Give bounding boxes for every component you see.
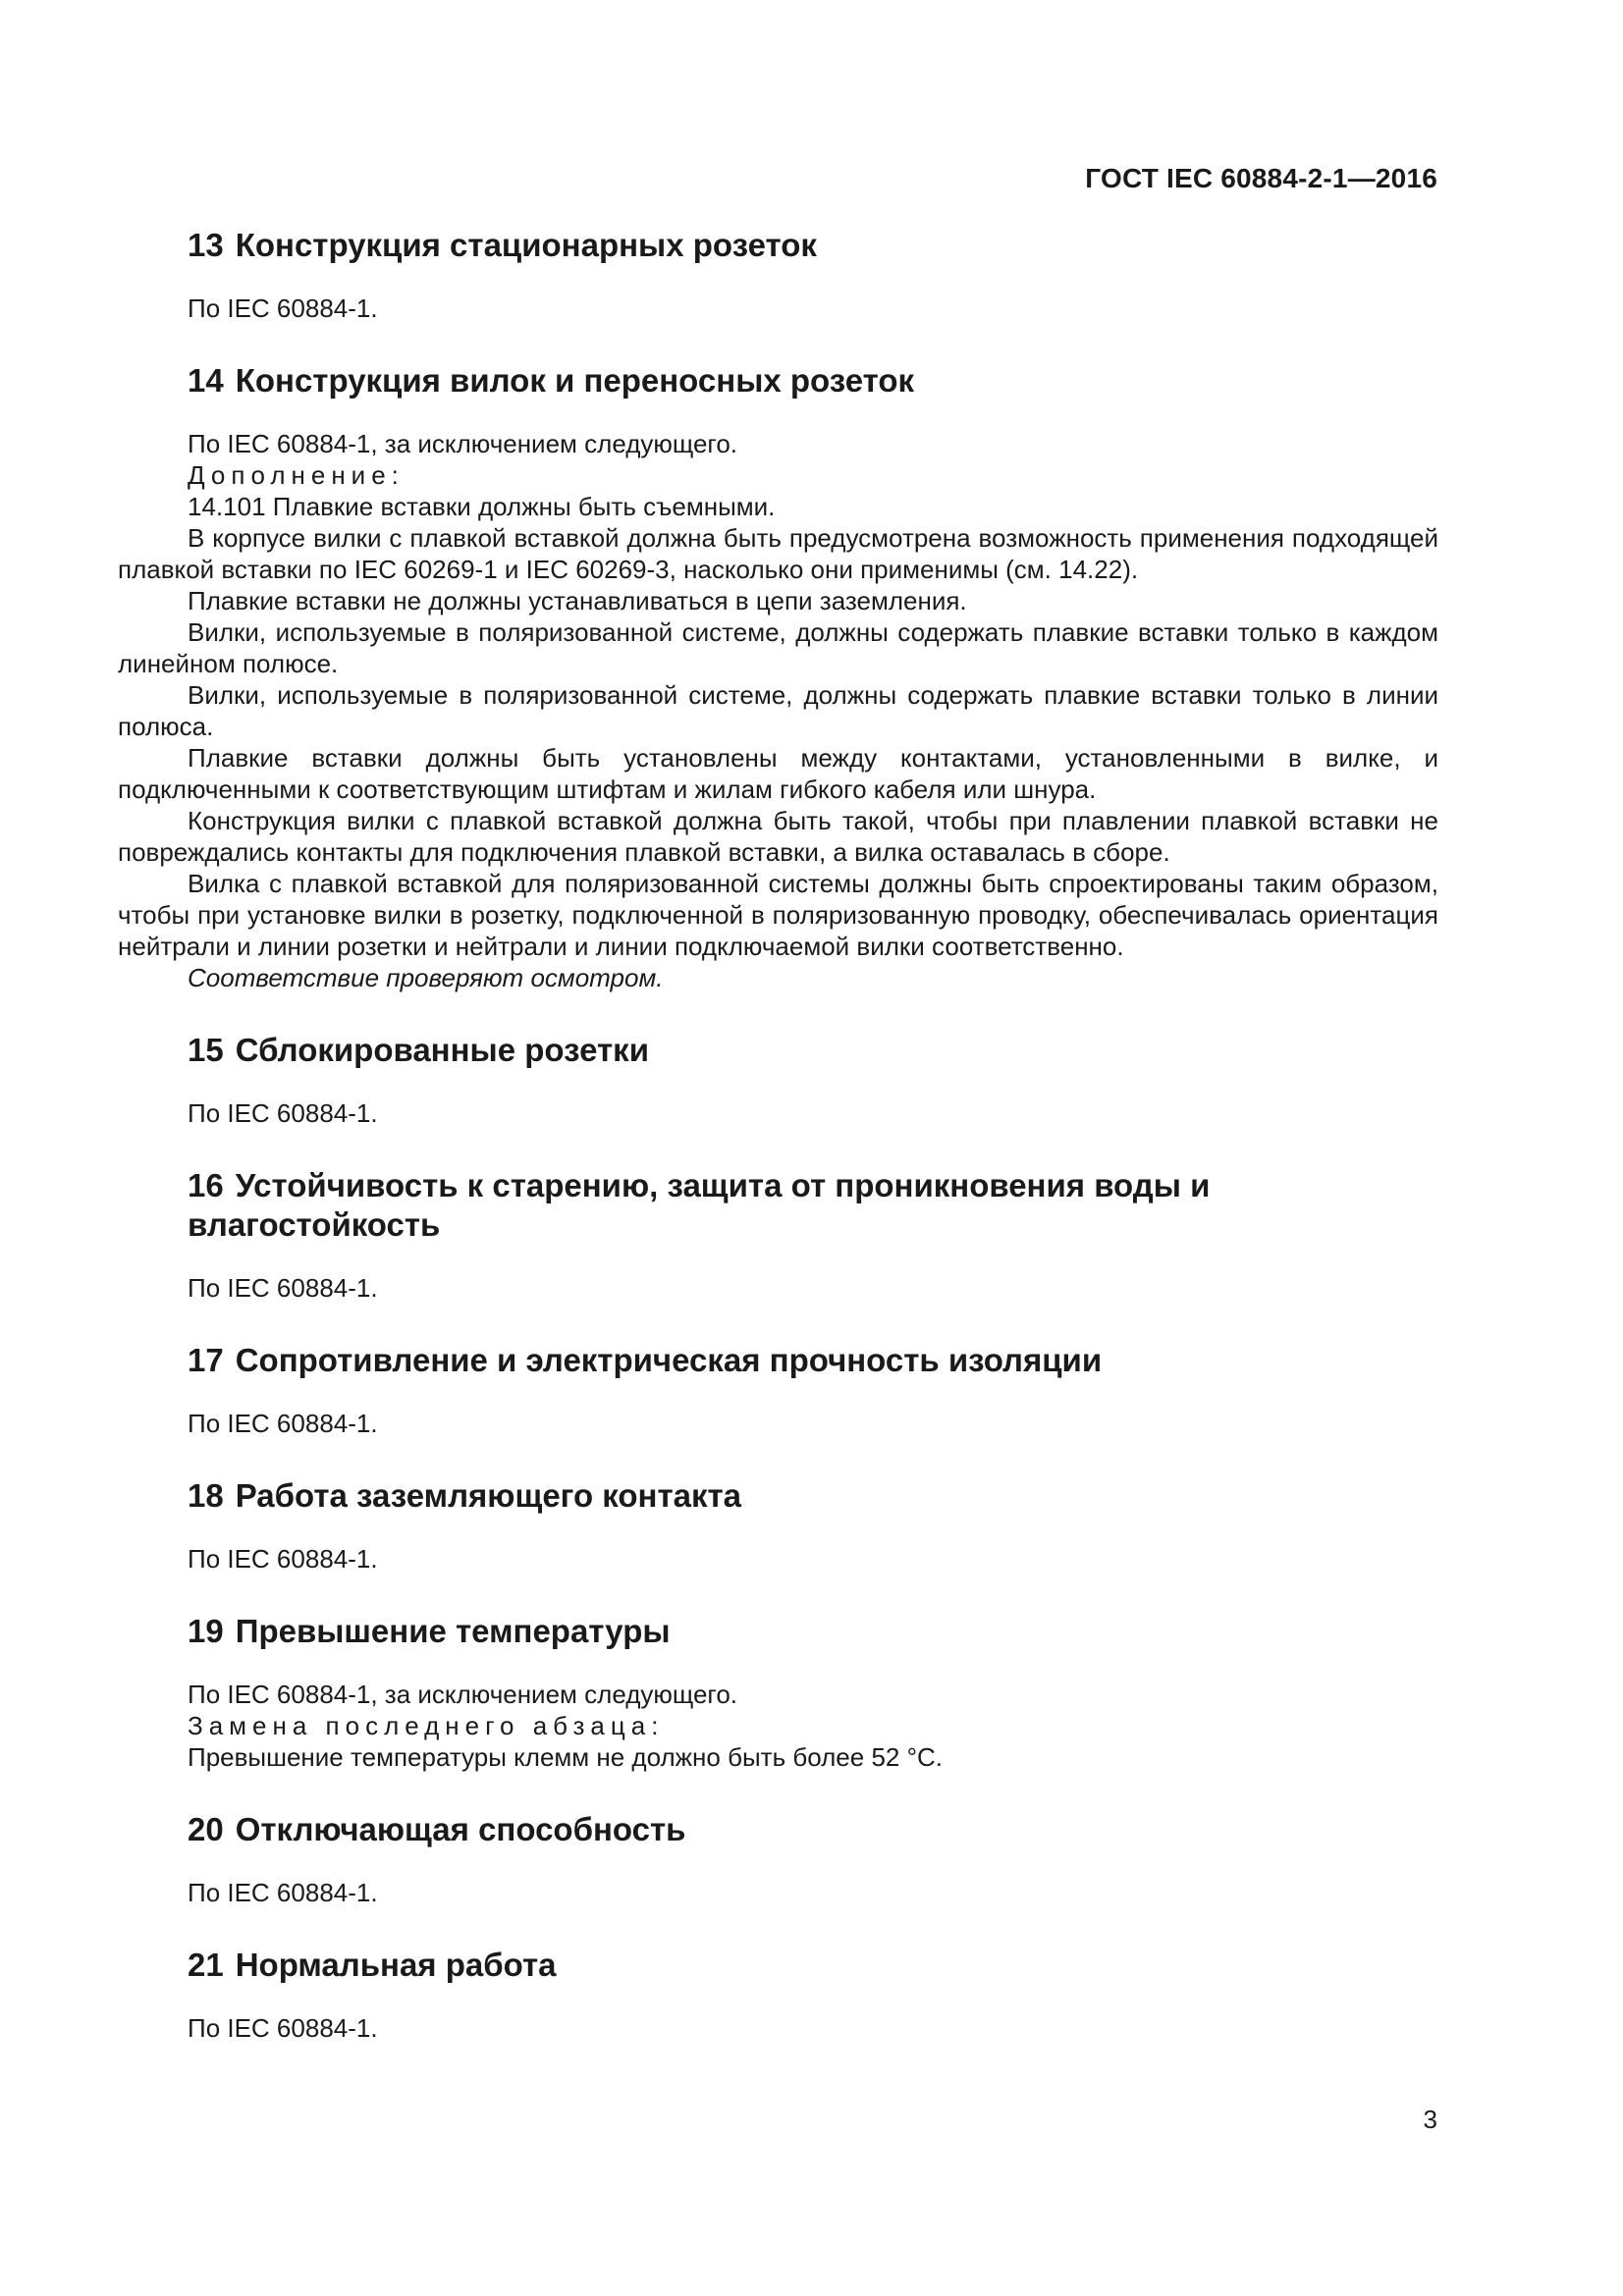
section-number: 19: [188, 1613, 224, 1649]
paragraph: Вилка с плавкой вставкой для поляризованной системы должны быть спроектированы таким образом, чтобы при установке вилки в розетку, подключенной в поляризованную проводку, обеспечивалась ориентация нейтрали и линии розетки и нейтрали и линии подключаемой вилки соответственно.: [118, 869, 1438, 961]
section-number: 16: [188, 1167, 224, 1203]
section-number: 21: [188, 1947, 224, 1983]
section-number: 14: [188, 362, 224, 399]
paragraph: В корпусе вилки с плавкой вставкой должна быть предусмотрена возможность применения подходящей плавкой вставки по IEC 60269-1 и IEC 60269-3, насколько они применимы (см. 14.22).: [118, 523, 1438, 584]
section-title-text: Конструкция вилок и переносных розеток: [235, 362, 915, 399]
section-14-reference: По IEC 60884-1, за исключением следующего.: [188, 429, 738, 458]
section-number: 17: [188, 1342, 224, 1378]
document-id-header: ГОСТ IEC 60884-2-1—2016: [1085, 163, 1437, 193]
section-number: 18: [188, 1477, 224, 1514]
section-14-title: [118, 361, 1438, 400]
section-18-title: [118, 1476, 1438, 1516]
compliance-note: Соответствие проверяют осмотром.: [188, 963, 664, 992]
section-21-reference: По IEC 60884-1.: [188, 2013, 378, 2043]
section-number: 15: [188, 1032, 224, 1068]
section-18-reference: По IEC 60884-1.: [188, 1544, 378, 1574]
section-19-title: [118, 1612, 1438, 1651]
section-title-text: Сблокированные розетки: [235, 1032, 649, 1068]
section-15-reference: По IEC 60884-1.: [188, 1098, 378, 1128]
paragraph: Вилки, используемые в поляризованной системе, должны содержать плавкие вставки только в линии полюса.: [118, 680, 1438, 741]
section-number: 13: [188, 227, 224, 263]
section-16-title: [118, 1166, 1438, 1245]
page-number: 3: [1423, 2105, 1437, 2134]
section-title-text: Превышение температуры: [235, 1613, 671, 1649]
section-title-text: Сопротивление и электрическая прочность изоляции: [235, 1342, 1103, 1378]
paragraph: Плавкие вставки не должны устанавливаться в цепи заземления.: [188, 586, 967, 615]
replacement-text: Превышение температуры клемм не должно быть более 52 °С.: [188, 1742, 943, 1772]
section-17-reference: По IEC 60884-1.: [188, 1409, 378, 1438]
section-21-title: [118, 1946, 1438, 1985]
section-13-title: [118, 226, 1438, 265]
section-title-text: Отключающая способность: [235, 1811, 686, 1847]
section-title-text: Устойчивость к старению, защита от проникновения воды и влагостойкость: [188, 1167, 1211, 1243]
replacement-label: Замена последнего абзаца:: [188, 1711, 665, 1740]
page-content: [118, 226, 1438, 2044]
section-20-reference: По IEC 60884-1.: [188, 1878, 378, 1907]
section-16-reference: По IEC 60884-1.: [188, 1273, 378, 1303]
section-number: 20: [188, 1811, 224, 1847]
section-title-text: Конструкция стационарных розеток: [235, 227, 817, 263]
paragraph: Конструкция вилки с плавкой вставкой должна быть такой, чтобы при плавлении плавкой вставки не повреждались контакты для подключения плавкой вставки, а вилка оставалась в сборе.: [118, 806, 1438, 867]
section-17-title: [118, 1341, 1438, 1380]
section-13-reference: По IEC 60884-1.: [188, 294, 378, 323]
clause-14-101: 14.101 Плавкие вставки должны быть съемными.: [188, 492, 776, 521]
section-title-text: Нормальная работа: [235, 1947, 557, 1983]
paragraph: Плавкие вставки должны быть установлены между контактами, установленными в вилке, и подключенными к соответствующим штифтам и жилам гибкого кабеля или шнура.: [118, 743, 1438, 804]
section-20-title: [118, 1810, 1438, 1849]
section-15-title: [118, 1031, 1438, 1070]
section-title-text: Работа заземляющего контакта: [235, 1477, 742, 1514]
paragraph: Вилки, используемые в поляризованной системе, должны содержать плавкие вставки только в каждом линейном полюсе.: [118, 617, 1438, 678]
section-19-reference: По IEC 60884-1, за исключением следующего.: [188, 1680, 738, 1709]
addition-label: Дополнение:: [188, 460, 405, 490]
